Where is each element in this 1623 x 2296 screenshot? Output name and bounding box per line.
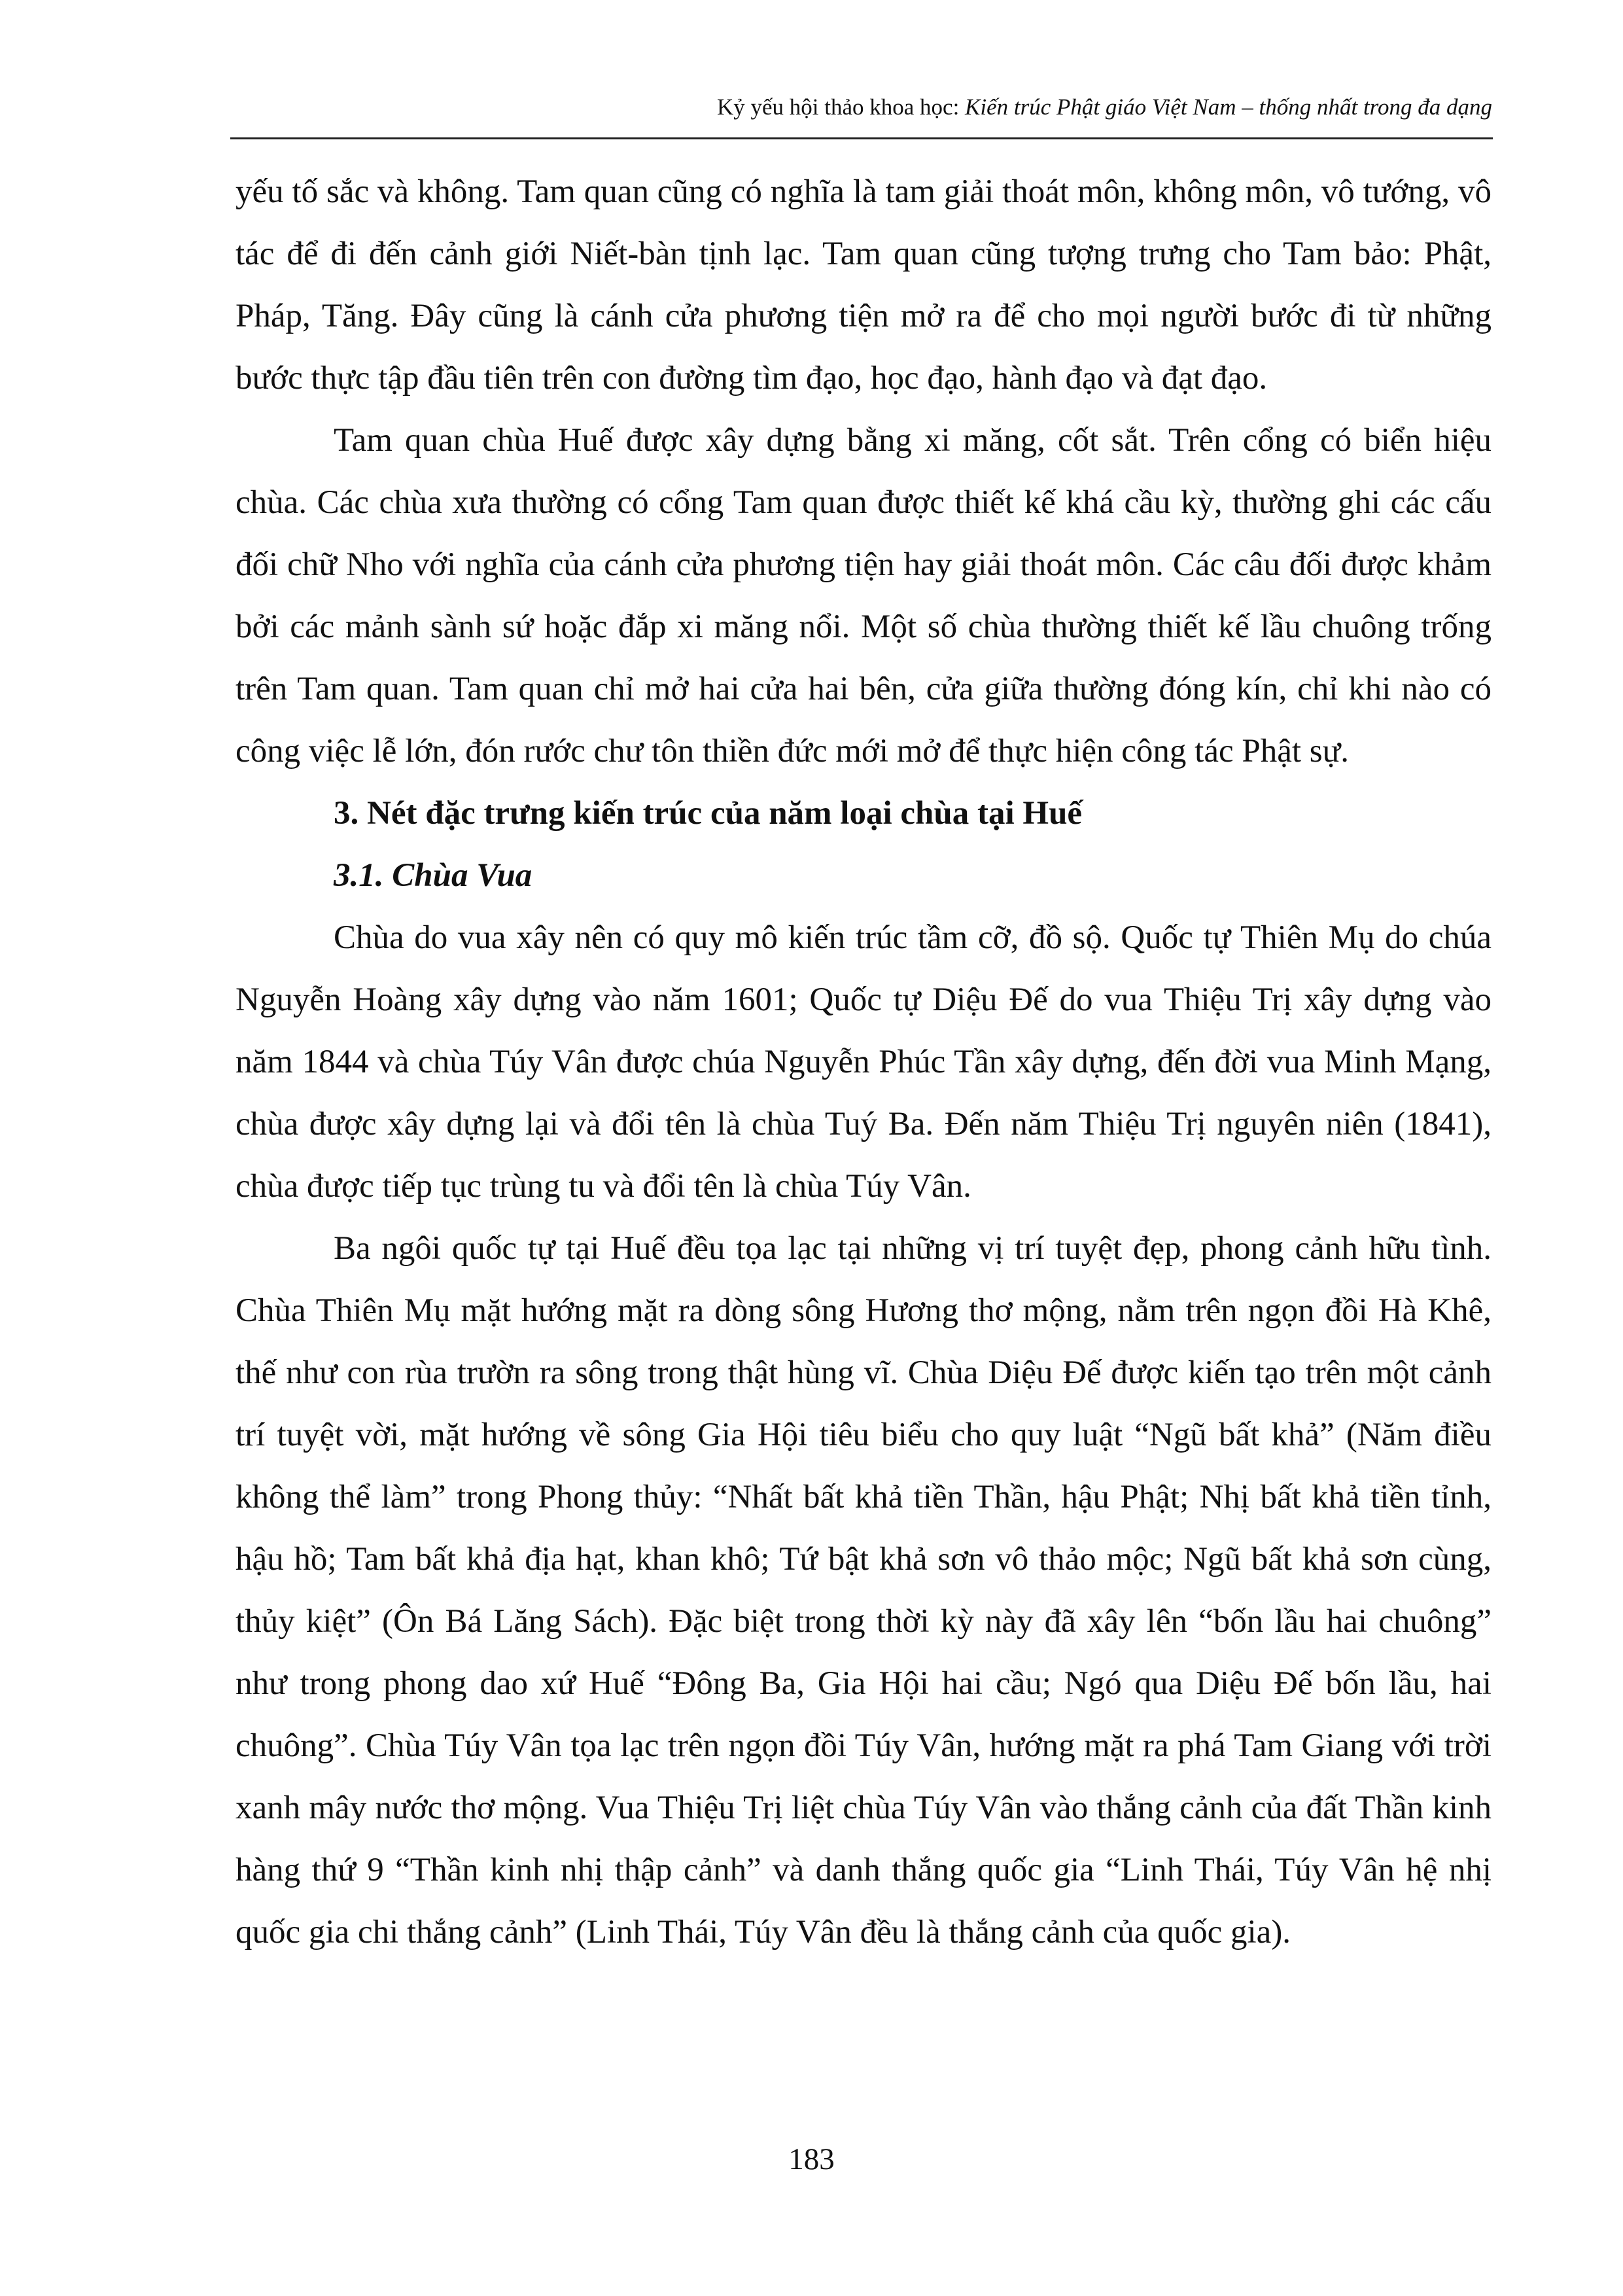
paragraph-chua-vua: Chùa do vua xây nên có quy mô kiến trúc tầm cỡ, đồ sộ. Quốc tự Thiên Mụ do chúa Nguyễn Hoàng xây dựng vào năm 1601; Quốc tự Diệu Đế do vua Thiệu Trị xây dựng vào năm 1844 và chùa Túy Vân được chúa Nguyễn Phúc Tần xây dựng, đến đời vua Minh Mạng, chùa được xây dựng lại và đổi tên là chùa Tuý Ba. Đến năm Thiệu Trị nguyên niên (1841), chùa được tiếp tục trùng tu và đổi tên là chùa Túy Vân. bbox=[236, 919, 1492, 1205]
running-header bbox=[717, 92, 1492, 123]
paragraph-tam-quan-meaning: yếu tố sắc và không. Tam quan cũng có nghĩa là tam giải thoát môn, không môn, vô tướng, vô tác để đi đến cảnh giới Niết-bàn tịnh lạc. Tam quan cũng tượng trưng cho Tam bảo: Phật, Pháp, Tăng. Đây cũng là cánh cửa phương tiện mở ra để cho mọi người bước đi từ những bước thực tập đầu tiên trên con đường tìm đạo, học đạo, hành đạo và đạt đạo. bbox=[236, 173, 1492, 397]
paragraph-tam-quan-hue: Tam quan chùa Huế được xây dựng bằng xi măng, cốt sắt. Trên cổng có biển hiệu chùa. Các chùa xưa thường có cổng Tam quan được thiết kế khá cầu kỳ, thường ghi các cấu đối chữ Nho với nghĩa của cánh cửa phương tiện hay giải thoát môn. Các câu đối được khảm bởi các mảnh sành sứ hoặc đắp xi măng nổi. Một số chùa thường thiết kế lầu chuông trống trên Tam quan. Tam quan chỉ mở hai cửa hai bên, cửa giữa thường đóng kín, chỉ khi nào có công việc lễ lớn, đón rước chư tôn thiền đức mới mở để thực hiện công tác Phật sự. bbox=[236, 422, 1492, 769]
header-title: Kiến trúc Phật giáo Việt Nam – thống nhất trong đa dạng bbox=[965, 94, 1492, 120]
header-divider bbox=[230, 137, 1493, 139]
page-number: 183 bbox=[788, 2142, 835, 2176]
page-body bbox=[236, 161, 1492, 1964]
subsection-heading: 3.1. Chùa Vua bbox=[334, 857, 532, 894]
header-prefix: Kỷ yếu hội thảo khoa học: bbox=[716, 94, 966, 120]
paragraph-quoc-tu: Ba ngôi quốc tự tại Huế đều tọa lạc tại những vị trí tuyệt đẹp, phong cảnh hữu tình. Chùa Thiên Mụ mặt hướng mặt ra dòng sông Hương thơ mộng, nằm trên ngọn đồi Hà Khê, thế như con rùa trườn ra sông trong thật hùng vĩ. Chùa Diệu Đế được kiến tạo trên một cảnh trí tuyệt vời, mặt hướng về sông Gia Hội tiêu biểu cho quy luật “Ngũ bất khả” (Năm điều không thể làm” trong Phong thủy: “Nhất bất khả tiền Thần, hậu Phật; Nhị bất khả tiền tỉnh, hậu hồ; Tam bất khả địa hạt, khan khô; Tứ bật khả sơn vô thảo mộc; Ngũ bất khả sơn cùng, thủy kiệt” (Ôn Bá Lăng Sách). Đặc biệt trong thời kỳ này đã xây lên “bốn lầu hai chuông” như trong phong dao xứ Huế “Đông Ba, Gia Hội hai cầu; Ngó qua Diệu Đế bốn lầu, hai chuông”. Chùa Túy Vân tọa lạc trên ngọn đồi Túy Vân, hướng mặt ra phá Tam Giang với trời xanh mây nước thơ mộng. Vua Thiệu Trị liệt chùa Túy Vân vào thắng cảnh của đất Thần kinh hàng thứ 9 “Thần kinh nhị thập cảnh” và danh thắng quốc gia “Linh Thái, Túy Vân hệ nhị quốc gia chi thắng cảnh” (Linh Thái, Túy Vân đều là thắng cảnh của quốc gia). bbox=[236, 1230, 1492, 1951]
section-heading: 3. Nét đặc trưng kiến trúc của năm loại chùa tại Huế bbox=[334, 795, 1083, 832]
